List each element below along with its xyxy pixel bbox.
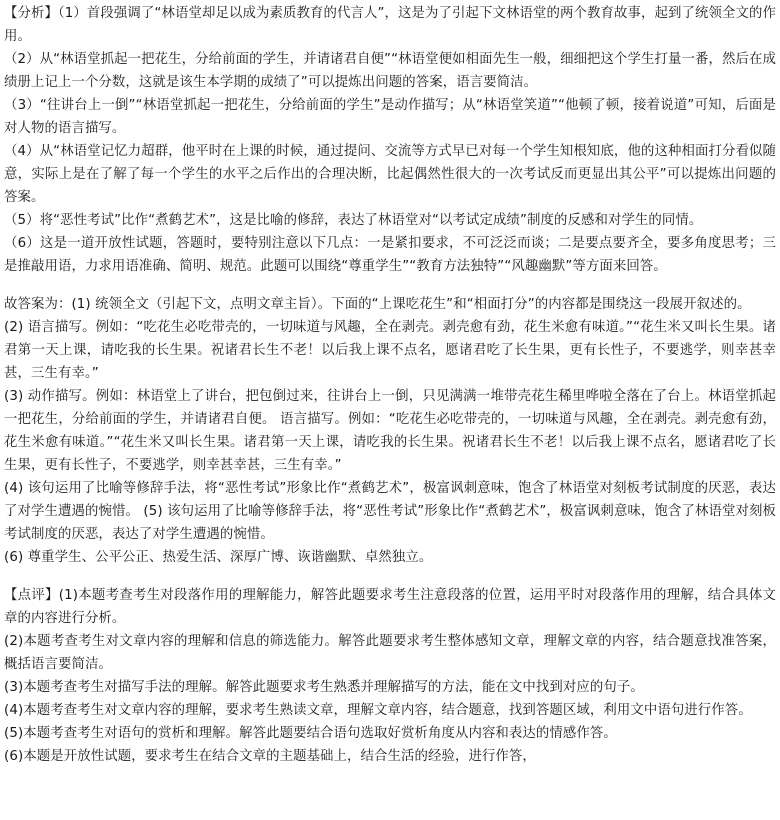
analysis-paragraph-2: （2）从“林语堂抓起一把花生，分给前面的学生，并请诸君自便”“林语堂便如相面先生一般，细细把这个学生打量一番，然后在成绩册上记上一个分数，这就是该生本学期的成绩了”可以提炼出问题的答案，语言要简洁。 xyxy=(4,52,776,90)
answer-paragraph-4: (4) 该句运用了比喻等修辞手法，将“恶性考试”形象比作“煮鹤艺术”，极富讽刺意味，饱含了林语堂对刻板考试制度的厌恶，表达了对学生遭遇的惋惜。 (5) 该句运用了比喻等修辞手法，将“恶性考试”形象比作“煮鹤艺术”，极富讽刺意味，饱含了林语堂对刻板考试制度的厌恶，表达了对学生遭遇的惋惜。 xyxy=(4,481,776,542)
answer-paragraph-5: (6) 尊重学生、公平公正、热爱生活、深厚广博、诙谐幽默、卓然独立。 xyxy=(4,550,433,565)
analysis-paragraph-4: （4）从“林语堂记忆力超群，他平时在上课的时候，通过提问、交流等方式早已对每一个学生知根知底，他的这种相面打分看似随意，实际上是在了解了每一个学生的水平之后作出的合理决断，比起偶然性很大的一次考试反而更显出其公平”可以提炼出问题的答案。 xyxy=(4,144,776,205)
review-paragraph-5: (5)本题考查考生对语句的赏析和理解。解答此题要结合语句选取好赏析角度从内容和表达的情感作答。 xyxy=(4,726,617,741)
answer-paragraph-2: (2) 语言描写。例如：“吃花生必吃带壳的，一切味道与风趣，全在剥壳。剥壳愈有劲，花生米愈有味道。”“花生米又叫长生果。诸君第一天上课，请吃我的长生果。祝诸君长生不老！以后我上课不点名，愿诸君吃了长生果，更有长性子，不要逃学，则幸甚幸甚，三生有幸。” xyxy=(4,320,776,381)
review-paragraph-1: 【点评】(1)本题考查考生对段落作用的理解能力，解答此题要求考生注意段落的位置，运用平时对段落作用的理解，结合具体文章的内容进行分析。 xyxy=(4,588,776,626)
review-paragraph-3: (3)本题考查考生对描写手法的理解。解答此题要求考生熟悉并理解描写的方法，能在文中找到对应的句子。 xyxy=(4,680,644,695)
review-paragraph-4: (4)本题考查考生对文章内容的理解，要求考生熟读文章，理解文章内容，结合题意，找到答题区域，利用文中语句进行作答。 xyxy=(4,703,752,718)
answer-paragraph-1: 故答案为：(1) 统领全文（引起下文，点明文章主旨）。下面的“上课吃花生”和“相面打分”的内容都是围绕这一段展开叙述的。 xyxy=(4,297,751,312)
analysis-paragraph-5: （5）将“恶性考试”比作“煮鹤艺术”，这是比喻的修辞，表达了林语堂对“以考试定成绩”制度的反感和对学生的同情。 xyxy=(4,213,703,228)
review-section xyxy=(4,584,776,768)
analysis-paragraph-3: （3）“往讲台上一倒”“林语堂抓起一把花生，分给前面的学生”是动作描写；从“林语堂笑道”“他顿了顿，接着说道”可知，后面是对人物的语言描写。 xyxy=(4,98,776,136)
review-paragraph-6: (6)本题是开放性试题，要求考生在结合文章的主题基础上，结合生活的经验，进行作答， xyxy=(4,749,536,764)
answer-section xyxy=(4,293,776,569)
review-paragraph-2: (2)本题考查考生对文章内容的理解和信息的筛选能力。解答此题要求考生整体感知文章，理解文章的内容，结合题意找准答案，概括语言要简洁。 xyxy=(4,634,776,672)
analysis-paragraph-6: （6）这是一道开放性试题，答题时，要特别注意以下几点：一是紧扣要求，不可泛泛而谈；二是要点要齐全，要多角度思考；三是推敲用语，力求用语准确、简明、规范。此题可以围绕“尊重学生”“教育方法独特”“风趣幽默”等方面来回答。 xyxy=(4,236,776,274)
analysis-paragraph-1: 【分析】（1）首段强调了“林语堂却足以成为素质教育的代言人”，这是为了引起下文林语堂的两个教育故事，起到了统领全文的作用。 xyxy=(4,6,776,44)
answer-paragraph-3: (3) 动作描写。例如：林语堂上了讲台，把包倒过来，往讲台上一倒，只见满满一堆带壳花生稀里哗啦全落在了台上。林语堂抓起一把花生，分给前面的学生，并请诸君自便。 语言描写。例如：“吃花生必吃带壳的，一切味道与风趣，全在剥壳。剥壳愈有劲，花生米愈有味道。”“花生米又叫长生果。诸君第一天上课，请吃我的长生果。祝诸君长生不老！以后我上课不点名，愿诸君吃了长生果，更有长性子，不要逃学，则幸甚幸甚，三生有幸。” xyxy=(4,389,776,473)
analysis-section xyxy=(4,0,776,278)
